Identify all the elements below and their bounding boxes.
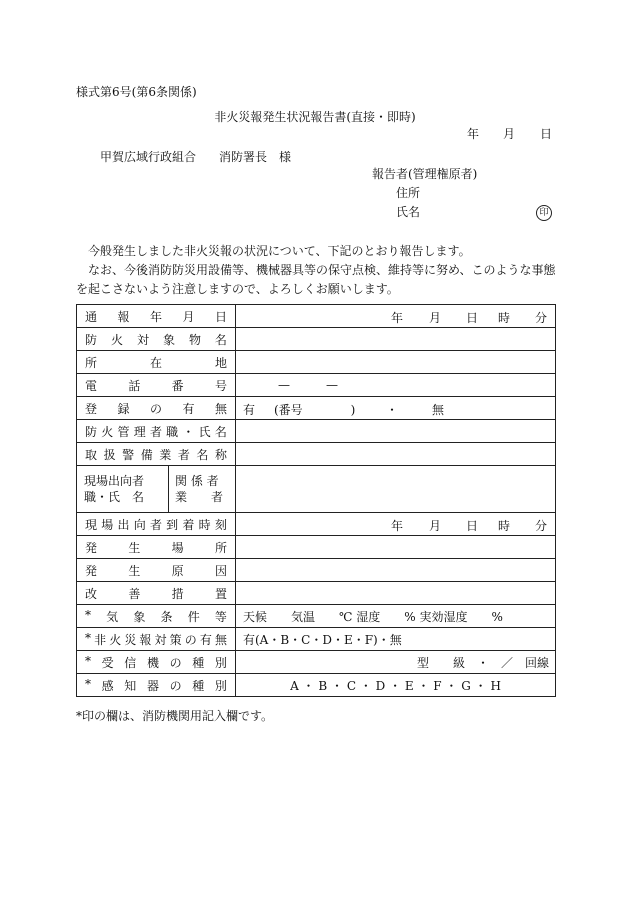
receiver-label: * 受 信 機 の 種 別 bbox=[77, 651, 236, 674]
body-paragraph-2a: なお、今後消防防災用設備等、機械器具等の保守点検、維持等に努め、このような事態 bbox=[88, 263, 556, 277]
table-row-receiver bbox=[77, 651, 556, 674]
date-day-label: 日 bbox=[540, 127, 553, 141]
seal-mark bbox=[536, 204, 552, 221]
table-row-registration bbox=[77, 397, 556, 420]
table-row-phone bbox=[77, 374, 556, 397]
weather-field[interactable]: 天候 気温 ℃ 湿度 % 実効湿度 % bbox=[236, 605, 556, 628]
notify-datetime-label bbox=[77, 305, 236, 328]
receiver-field[interactable]: 型 級 ・ ／ 回線 bbox=[236, 651, 556, 674]
table-row-occurrence-cause bbox=[77, 559, 556, 582]
security-company-field[interactable] bbox=[236, 443, 556, 466]
phone-dash-1: — bbox=[278, 378, 290, 392]
detector-label: * 感 知 器 の 種 別 bbox=[77, 674, 236, 697]
registration-separator: ・ bbox=[386, 403, 399, 417]
unit-day: 日 bbox=[466, 311, 479, 325]
report-table bbox=[76, 304, 556, 697]
onsite-label-line-1: 現場出向者 bbox=[84, 474, 145, 488]
table-row-target bbox=[77, 328, 556, 351]
unit-minute: 分 bbox=[535, 519, 548, 533]
improvement-field[interactable] bbox=[236, 582, 556, 605]
footnote: *印の欄は、消防機関用記入欄です。 bbox=[76, 709, 274, 723]
unit-month: 月 bbox=[429, 519, 442, 533]
occurrence-cause-field[interactable] bbox=[236, 559, 556, 582]
security-company-label: 取 扱 警 備 業 者 名 称 bbox=[77, 443, 236, 466]
phone-dash-2: — bbox=[326, 378, 338, 392]
registration-yes[interactable]: 有 bbox=[243, 403, 256, 417]
unit-hour: 時 bbox=[498, 519, 511, 533]
registration-no[interactable]: 無 bbox=[432, 403, 445, 417]
table-row-countermeasure bbox=[77, 628, 556, 651]
occurrence-cause-label: 発 生 原 因 bbox=[77, 559, 236, 582]
arrival-time-field[interactable] bbox=[236, 513, 556, 536]
related-party-line-2: 業 者 bbox=[175, 490, 224, 504]
table-row-weather bbox=[77, 605, 556, 628]
address-label: 住所 bbox=[396, 186, 421, 200]
onsite-personnel-label bbox=[77, 466, 236, 513]
onsite-label-line-2: 職・氏 名 bbox=[84, 490, 145, 504]
unit-year: 年 bbox=[391, 311, 404, 325]
improvement-label: 改 善 措 置 bbox=[77, 582, 236, 605]
addressee-organization: 甲賀広域行政組合 bbox=[100, 150, 197, 164]
location-field[interactable] bbox=[236, 351, 556, 374]
name-label: 氏名 bbox=[396, 205, 421, 219]
unit-day: 日 bbox=[466, 519, 479, 533]
location-label: 所 在 地 bbox=[77, 351, 236, 374]
fire-manager-field[interactable] bbox=[236, 420, 556, 443]
table-row-notify-datetime bbox=[77, 305, 556, 328]
target-field[interactable] bbox=[236, 328, 556, 351]
arrival-time-label: 現 場 出 向 者 到 着 時 刻 bbox=[77, 513, 236, 536]
body-paragraph-2b: を起こさないよう注意しますので、よろしくお願いします。 bbox=[76, 282, 399, 296]
weather-label: * 気 象 条 件 等 bbox=[77, 605, 236, 628]
occurrence-place-label: 発 生 場 所 bbox=[77, 536, 236, 559]
phone-field[interactable] bbox=[236, 374, 556, 397]
countermeasure-field[interactable]: 有(A・B・C・D・E・F)・無 bbox=[236, 628, 556, 651]
detector-field[interactable]: A ・ B ・ C ・ D ・ E ・ F ・ G ・ H bbox=[236, 674, 556, 697]
phone-label: 電 話 番 号 bbox=[77, 374, 236, 397]
unit-month: 月 bbox=[429, 311, 442, 325]
fire-manager-label: 防 火 管 理 者 職 ・ 氏 名 bbox=[77, 420, 236, 443]
unit-year: 年 bbox=[391, 519, 404, 533]
seal-icon: 印 bbox=[536, 205, 552, 221]
registration-field[interactable] bbox=[236, 397, 556, 420]
notify-datetime-field[interactable] bbox=[236, 305, 556, 328]
countermeasure-label: * 非 火 災 報 対 策 の 有 無 bbox=[77, 628, 236, 651]
date-year-label: 年 bbox=[467, 127, 480, 141]
table-row-location bbox=[77, 351, 556, 374]
table-row-fire-manager bbox=[77, 420, 556, 443]
table-row-occurrence-place bbox=[77, 536, 556, 559]
addressee-person: 消防署長 様 bbox=[219, 150, 292, 164]
document-title: 非火災報発生状況報告書(直接・即時) bbox=[214, 110, 416, 124]
related-party-line-1: 関 係 者 bbox=[175, 474, 219, 488]
table-row-improvement bbox=[77, 582, 556, 605]
table-row-onsite-personnel bbox=[77, 466, 556, 513]
table-row-security-company bbox=[77, 443, 556, 466]
unit-hour: 時 bbox=[498, 311, 511, 325]
form-number: 様式第6号(第6条関係) bbox=[76, 85, 197, 99]
spaced-label: 通 報 年 月 日 bbox=[85, 309, 227, 324]
table-row-detector bbox=[77, 674, 556, 697]
date-month-label: 月 bbox=[503, 127, 516, 141]
registration-number: (番号 ) bbox=[274, 403, 356, 417]
occurrence-place-field[interactable] bbox=[236, 536, 556, 559]
unit-minute: 分 bbox=[535, 311, 548, 325]
target-label: 防 火 対 象 物 名 bbox=[77, 328, 236, 351]
body-paragraph-1: 今般発生しました非火災報の状況について、下記のとおり報告します。 bbox=[88, 244, 471, 258]
onsite-personnel-field[interactable] bbox=[236, 466, 556, 513]
reporter-label: 報告者(管理権原者) bbox=[372, 167, 478, 181]
registration-label: 登 録 の 有 無 bbox=[77, 397, 236, 420]
table-row-arrival-time bbox=[77, 513, 556, 536]
